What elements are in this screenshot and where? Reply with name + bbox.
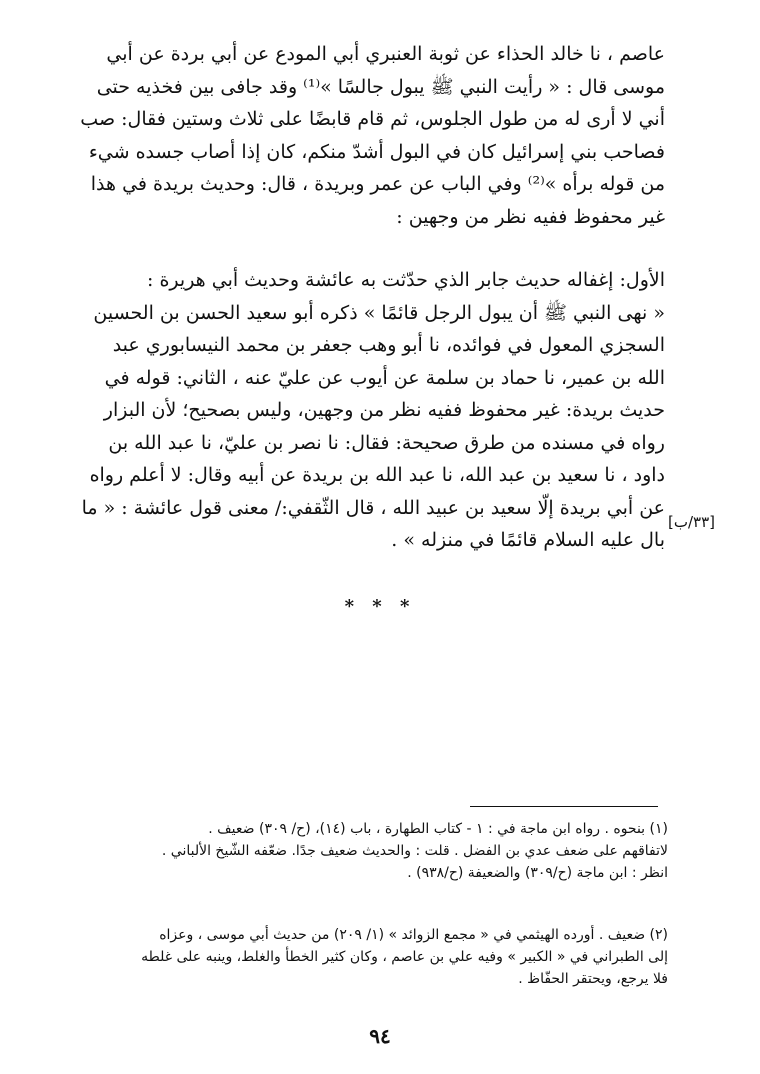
text-line: فصاحب بني إسرائيل كان في البول أشدّ منكم، كان إذا أصاب جسده شيء — [88, 140, 665, 163]
text-line: موسى قال : « رأيت النبي ﷺ يبول جالسًا »⁽¹⁾ وقد جافى بين فخذيه حتى — [96, 75, 665, 98]
section-separator: * * * — [344, 596, 416, 617]
text-line: رواه في مسنده من طرق صحيحة: فقال: نا نصر بن عليّ، نا عبد الله بن — [108, 431, 665, 454]
body-paragraph-1 — [50, 38, 665, 233]
text-line: أني لا أرى له من طول الجلوس، ثم قام قابضًا على ثلاث وستين فقال: صب — [80, 108, 665, 130]
text-line: الله بن عمير، نا حماد بن سلمة عن أيوب عن عليّ عنه ، الثاني: قوله في — [104, 366, 665, 389]
text-line: داود ، نا سعيد بن عبد الله، نا عبد الله بن بريدة عن أبيه وقال: لا أعلم رواه — [89, 464, 665, 486]
footnote-line: انظر : ابن ماجة (ح/٣٠٩) والضعيفة (ح/٩٣٨) . — [407, 865, 668, 881]
manuscript-folio-marker: [٣٣/ب] — [668, 513, 716, 531]
footnote-line: إلى الطبراني في « الكبير » وفيه علي بن عاصم ، وكان كثير الخطأ والغلط، وينبه على غلطه — [141, 949, 668, 965]
text-line: عاصم ، نا خالد الحذاء عن ثوبة العنبري أبي المودع عن أبي بردة عن أبي — [106, 43, 665, 65]
text-line: عن أبي بريدة إلّا سعيد بن عبيد الله ، قال الثّقفي:/ معنى قول عائشة : « ما — [81, 496, 665, 519]
footnote-2 — [64, 924, 668, 990]
footnote-line: (١) بنحوه . رواه ابن ماجة في : ١ - كتاب الطهارة ، باب (١٤)، (ح/ ٣٠٩) ضعيف . — [208, 821, 668, 837]
text-line: السجزي المعول في فوائده، نا أبو وهب جعفر بن محمد النيسابوري عبد — [112, 334, 665, 356]
text-line: حديث بريدة: غير محفوظ ففيه نظر من وجهين، وليس بصحيح؛ لأن البزار — [103, 399, 665, 421]
footnote-line: (٢) ضعيف . أورده الهيثمي في « مجمع الزوائد » (١/ ٢٠٩) من حديث أبي موسى ، وعزاه — [159, 927, 668, 943]
footnote-line: فلا يرجع، ويحتقر الحفّاظ . — [518, 971, 668, 987]
footnote-divider — [470, 806, 658, 807]
text-line: غير محفوظ ففيه نظر من وجهين : — [396, 205, 665, 228]
text-line: « نهى النبي ﷺ أن يبول الرجل قائمًا » ذكره أبو سعيد الحسن بن الحسين — [93, 301, 665, 324]
text-line: بال عليه السلام قائمًا في منزله » . — [391, 529, 665, 551]
page-number: ٩٤ — [369, 1024, 391, 1048]
text-line: الأول: إغفاله حديث جابر الذي حدّثت به عائشة وحديث أبي هريرة : — [147, 269, 665, 291]
text-line: من قوله برأه »⁽²⁾ وفي الباب عن عمر وبريدة ، قال: وحديث بريدة في هذا — [90, 173, 665, 195]
body-paragraph-2 — [50, 264, 665, 557]
footnote-1 — [64, 818, 668, 884]
footnote-line: لاتفاقهم على ضعف عدي بن الفضل . قلت : والحديث ضعيف جدًا. ضعّفه الشّيخ الألباني . — [161, 843, 668, 859]
